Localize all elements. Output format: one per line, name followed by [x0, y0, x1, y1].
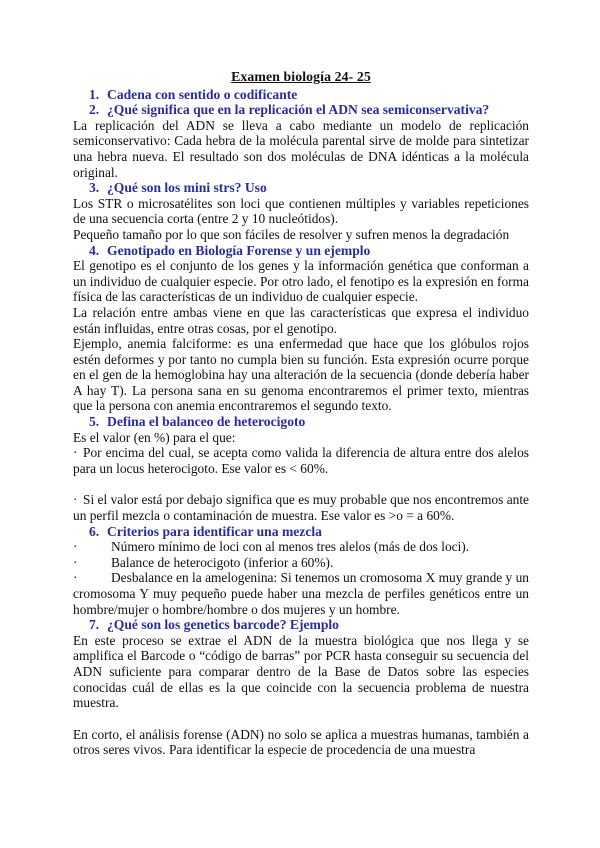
question-7-heading [73, 617, 529, 633]
list-item-text: Número mínimo de loci con al menos tres alelos (más de dos loci). [111, 539, 470, 555]
question-text: ¿Qué significa que en la replicación el ADN sea semiconservativa? [107, 102, 490, 118]
document-content [73, 69, 529, 758]
question-3-heading [73, 180, 529, 196]
question-number: 7. [89, 617, 100, 633]
list-marker: · [73, 554, 78, 570]
answer-5-bullet-1 [73, 445, 529, 476]
bullet-marker: · [73, 445, 78, 461]
question-4-heading [73, 243, 529, 259]
question-number: 2. [89, 102, 100, 118]
bullet-marker: · [73, 492, 78, 508]
answer-3-paragraph-1: Los STR o microsatélites son loci que contienen múltiples y variables repeticiones de una secuencia corta (entre 2 y 10 nucleótidos). [73, 195, 529, 227]
question-text: Cadena con sentido o codificante [107, 86, 298, 102]
list-item-text: Balance de heterocigoto (inferior a 60%). [111, 554, 334, 570]
spacer [73, 476, 529, 492]
question-text: ¿Qué son los genetics barcode? Ejemplo [107, 617, 339, 633]
bullet-text: Por encima del cual, se acepta como valida la diferencia de altura entre dos alelos para un locus heterocigoto. Ese valor es < 60%. [73, 445, 529, 476]
list-item-text: Desbalance en la amelogenina: Si tenemos un cromosoma X muy grande y un cromosoma Y muy pequeño puede haber una mezcla de perfiles genéticos entre un hombre/mujer o hombre/hombre o dos mujeres y un hombre. [73, 570, 529, 617]
question-text: Defina el balanceo de heterocigoto [107, 414, 306, 430]
document-title: Examen biología 24- 25 [231, 69, 371, 84]
question-5-heading [73, 414, 529, 430]
bullet-text: Si el valor está por debajo significa que es muy probable que nos encontremos ante un perfil mezcla o contaminación de muestra. Ese valor es >o = a 60%. [73, 492, 529, 524]
question-text: Criterios para identificar una mezcla [107, 523, 322, 539]
question-6-heading [73, 524, 529, 540]
question-number: 1. [89, 86, 100, 102]
answer-5-intro: Es el valor (en %) para el que: [73, 429, 236, 445]
answer-6-item-3 [73, 570, 529, 617]
question-1-heading [73, 87, 529, 103]
question-text: ¿Qué son los mini strs? Uso [107, 180, 267, 196]
question-number: 4. [89, 242, 100, 258]
answer-4-paragraph-2: La relación entre ambas viene en que las características que expresa el individuo están influidas, entre otras cosas, por el genotipo. [73, 304, 529, 336]
answer-5-bullet-2 [73, 492, 529, 523]
answer-4-paragraph-1: El genotipo es el conjunto de los genes y la información genética que conforman a un individuo de cualquier especie. Por otro lado, el fenotipo es la expresión en forma física de las características de un individuo de cualquier especie. [73, 258, 529, 305]
answer-4-paragraph-3: Ejemplo, anemia falciforme: es una enfermedad que hace que los glóbulos rojos estén deformes y por tanto no cumpla bien su función. Esta expresión ocurre porque en el gen de la hemoglobina hay una alteración de la secuencia (donde debería haber A hay T). La persona sana en su genoma encontraremos el primer texto, mientras que la persona con anemia encontraremos el segundo texto. [73, 336, 529, 414]
answer-3-paragraph-2: Pequeño tamaño por lo que son fáciles de resolver y sufren menos la degradación [73, 226, 510, 242]
answer-7-paragraph-2: En corto, el análisis forense (ADN) no solo se aplica a muestras humanas, también a otros seres vivos. Para identificar la especie de procedencia de una muestra [73, 726, 529, 758]
spacer [73, 711, 529, 727]
question-text: Genotipado en Biología Forense y un ejemplo [107, 242, 371, 258]
question-2-heading [73, 102, 529, 118]
answer-6-item-1 [73, 539, 529, 555]
list-marker: · [73, 539, 78, 555]
answer-2-paragraph: La replicación del ADN se lleva a cabo mediante un modelo de replicación semiconservativo: Cada hebra de la molécula parental sirve de molde para sintetizar una hebra nueva. El resultado son dos moléculas de DNA idénticas a la molécula original. [73, 117, 529, 180]
answer-6-item-2 [73, 555, 529, 571]
answer-7-paragraph-1: En este proceso se extrae el ADN de la muestra biológica que nos llega y se amplifica el Barcode o “código de barras” por PCR hasta conseguir su secuencia del ADN suficiente para comparar dentro de la Base de Datos sobre las especies conocidas cuál de ellas es la que coincide con la secuencia problema de nuestra muestra. [73, 632, 529, 711]
list-marker: · [73, 570, 78, 586]
question-number: 3. [89, 180, 100, 196]
question-number: 5. [89, 414, 100, 430]
question-number: 6. [89, 523, 100, 539]
